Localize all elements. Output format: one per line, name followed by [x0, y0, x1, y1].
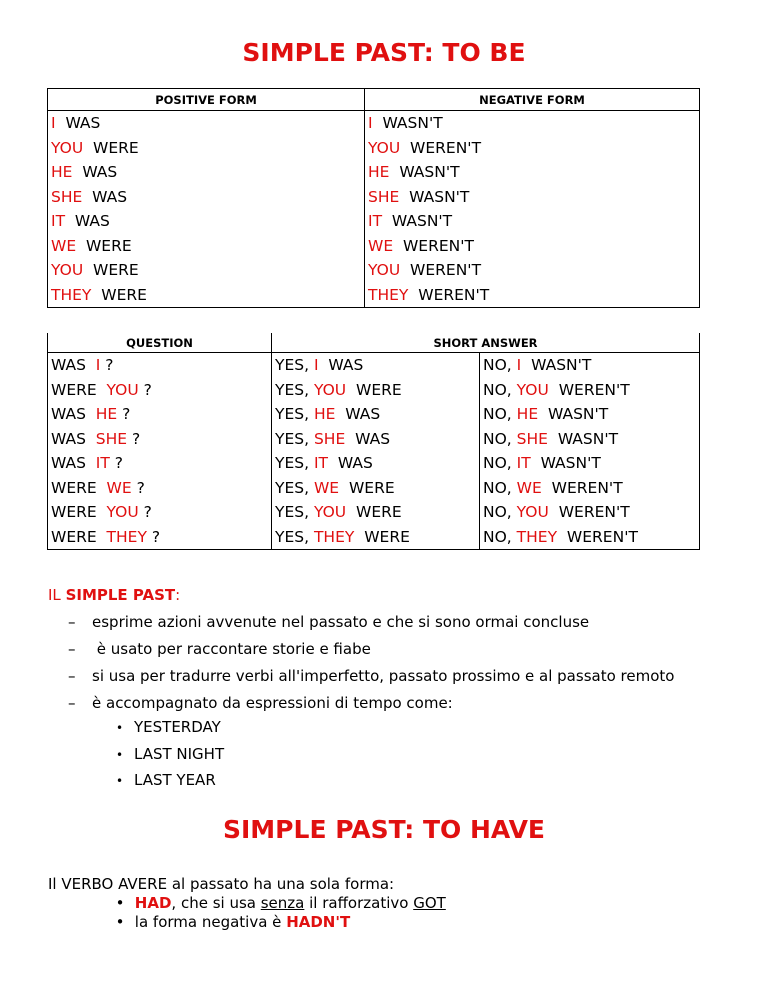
yes-answer-cell	[272, 476, 480, 501]
verb: WASN'T	[382, 114, 443, 133]
verb: WEREN'T	[410, 261, 482, 280]
verb: WERE	[51, 380, 97, 399]
verb: WAS	[51, 454, 86, 473]
time-expression-text: YESTERDAY	[134, 718, 221, 736]
verb: WAS	[345, 405, 381, 424]
positive-cell	[48, 185, 365, 210]
pronoun: HE	[95, 405, 118, 424]
table-row	[48, 111, 700, 136]
yes-answer-cell	[272, 402, 480, 427]
no-word: NO,	[483, 356, 512, 375]
list-item	[68, 613, 589, 631]
question-cell	[48, 353, 272, 378]
positive-cell	[48, 283, 365, 308]
negative-cell	[365, 234, 700, 259]
positive-cell	[48, 209, 365, 234]
pronoun: I	[313, 356, 319, 375]
verb: WAS	[51, 356, 86, 375]
verb: WERE	[356, 503, 402, 522]
pronoun: SHE	[313, 429, 346, 448]
pronoun: WE	[313, 478, 340, 497]
yes-answer-cell	[272, 451, 480, 476]
pronoun: SHE	[368, 187, 400, 206]
verb: WERE	[364, 527, 410, 546]
header-short-answer: SHORT ANSWER	[272, 333, 700, 353]
question-mark: ?	[143, 380, 152, 399]
negative-cell	[365, 136, 700, 161]
verb: WAS	[51, 405, 86, 424]
have-bullet-1	[110, 894, 446, 912]
verb: WAS	[74, 212, 110, 231]
positive-cell	[48, 160, 365, 185]
verb: WAS	[328, 356, 364, 375]
question-cell	[48, 476, 272, 501]
pronoun: HE	[368, 163, 390, 182]
verb: WERE	[93, 261, 139, 280]
yes-word: YES,	[275, 429, 310, 448]
verb: WAS	[51, 429, 86, 448]
verb: WEREN'T	[558, 503, 630, 522]
table-row	[48, 234, 700, 259]
list-item-text: è usato per raccontare storie e fiabe	[92, 640, 371, 658]
notes-heading-colon: :	[175, 586, 181, 604]
dash-marker: –	[68, 694, 76, 712]
verb: WERE	[93, 138, 139, 157]
pronoun: WE	[368, 236, 394, 255]
negative-cell	[365, 209, 700, 234]
question-mark: ?	[114, 454, 123, 473]
verb: WEREN'T	[551, 478, 623, 497]
verb: WERE	[356, 380, 402, 399]
list-item	[68, 667, 674, 685]
verb: WASN'T	[409, 187, 470, 206]
pronoun: WE	[516, 478, 542, 497]
verb: WASN'T	[547, 405, 609, 424]
bullet-marker: •	[116, 774, 124, 788]
yes-word: YES,	[275, 527, 310, 546]
table-row	[48, 136, 700, 161]
verb: WAS	[92, 187, 128, 206]
yes-word: YES,	[275, 405, 310, 424]
had-bold: HAD	[134, 894, 172, 912]
table-row	[48, 160, 700, 185]
verb: WAS	[337, 454, 373, 473]
verb: WASN'T	[540, 454, 601, 473]
no-answer-cell	[480, 476, 700, 501]
bullet-marker: •	[115, 894, 125, 912]
no-word: NO,	[483, 503, 512, 522]
pronoun: I	[51, 114, 56, 133]
yes-answer-cell	[272, 427, 480, 452]
hadnt-bold: HADN'T	[286, 913, 351, 931]
pronoun: YOU	[51, 261, 84, 280]
table-row	[48, 451, 700, 476]
question-cell	[48, 500, 272, 525]
pronoun: IT	[368, 212, 383, 231]
title-to-have: SIMPLE PAST: TO HAVE	[223, 815, 545, 844]
pronoun: HE	[313, 405, 336, 424]
time-expression-item	[116, 771, 216, 789]
pronoun: WE	[106, 478, 132, 497]
pronoun: THEY	[313, 527, 355, 546]
question-mark: ?	[151, 527, 161, 546]
question-mark: ?	[136, 478, 145, 497]
pronoun: I	[516, 356, 522, 375]
notes-heading-il: IL	[48, 586, 61, 604]
pronoun: YOU	[368, 261, 401, 280]
header-question: QUESTION	[48, 333, 272, 353]
pronoun: YOU	[106, 380, 139, 399]
verb: WERE	[51, 503, 97, 522]
bullet-marker: •	[116, 721, 124, 735]
table-header-row	[48, 333, 700, 353]
question-cell	[48, 402, 272, 427]
table-row	[48, 500, 700, 525]
positive-cell	[48, 258, 365, 283]
dash-marker: –	[68, 667, 76, 685]
no-word: NO,	[483, 405, 512, 424]
simple-past-notes	[48, 586, 748, 789]
header-positive-form: POSITIVE FORM	[48, 89, 365, 111]
pronoun: WE	[51, 236, 77, 255]
pronoun: YOU	[516, 503, 549, 522]
yes-answer-cell	[272, 525, 480, 550]
table-row	[48, 258, 700, 283]
question-cell	[48, 378, 272, 403]
negative-cell	[365, 283, 700, 308]
positive-cell	[48, 234, 365, 259]
pronoun: THEY	[51, 285, 92, 304]
verb: WAS	[82, 163, 118, 182]
notes-heading-bold: SIMPLE PAST	[65, 586, 176, 604]
pronoun: SHE	[95, 429, 128, 448]
verb: WAS	[65, 114, 101, 133]
time-expression-text: LAST YEAR	[134, 771, 216, 789]
yes-answer-cell	[272, 500, 480, 525]
dash-marker: –	[68, 613, 76, 631]
yes-word: YES,	[275, 380, 310, 399]
pronoun: YOU	[51, 138, 84, 157]
table-row	[48, 209, 700, 234]
negative-cell	[365, 111, 700, 136]
table-row	[48, 476, 700, 501]
no-word: NO,	[483, 454, 512, 473]
pronoun: IT	[516, 454, 531, 473]
question-cell	[48, 525, 272, 550]
pronoun: YOU	[313, 380, 347, 399]
no-answer-cell	[480, 525, 700, 550]
pronoun: THEY	[516, 527, 558, 546]
verb: WASN'T	[531, 356, 592, 375]
table-row	[48, 283, 700, 308]
no-answer-cell	[480, 500, 700, 525]
negative-cell	[365, 185, 700, 210]
verb: WASN'T	[399, 163, 460, 182]
yes-word: YES,	[275, 454, 310, 473]
pronoun: YOU	[106, 503, 139, 522]
no-answer-cell	[480, 451, 700, 476]
pronoun: I	[95, 356, 101, 375]
table-row	[48, 402, 700, 427]
pronoun: THEY	[106, 527, 147, 546]
no-word: NO,	[483, 478, 512, 497]
verb: WEREN'T	[418, 285, 490, 304]
time-expression-text: LAST NIGHT	[134, 745, 225, 763]
no-word: NO,	[483, 527, 512, 546]
negative-cell	[365, 258, 700, 283]
pronoun: SHE	[51, 187, 83, 206]
question-short-answer-table	[47, 333, 700, 550]
verb: WASN'T	[557, 429, 619, 448]
pronoun: THEY	[368, 285, 409, 304]
verb: WEREN'T	[566, 527, 638, 546]
have-text: il rafforzativo	[304, 894, 414, 912]
have-intro: Il VERBO AVERE al passato ha una sola forma:	[48, 875, 395, 893]
no-answer-cell	[480, 378, 700, 403]
bullet-marker: •	[116, 748, 124, 762]
no-answer-cell	[480, 353, 700, 378]
senza-underlined: senza	[260, 894, 305, 912]
table-row	[48, 427, 700, 452]
list-item-text: è accompagnato da espressioni di tempo come:	[92, 694, 453, 712]
positive-cell	[48, 111, 365, 136]
verb: WERE	[348, 478, 395, 497]
pronoun: IT	[95, 454, 110, 473]
question-mark: ?	[143, 503, 152, 522]
pronoun: I	[368, 114, 373, 133]
pronoun: SHE	[516, 429, 548, 448]
verb: WAS	[355, 429, 391, 448]
pronoun: YOU	[313, 503, 347, 522]
table-row	[48, 378, 700, 403]
positive-negative-table	[47, 88, 700, 308]
pronoun: YOU	[368, 138, 401, 157]
no-answer-cell	[480, 427, 700, 452]
table-header-row	[48, 89, 700, 111]
no-word: NO,	[483, 380, 512, 399]
got-underlined: GOT	[413, 894, 446, 912]
verb: WERE	[51, 478, 97, 497]
have-text: la forma negativa è	[134, 913, 287, 931]
question-mark: ?	[105, 356, 114, 375]
have-text: , che si usa	[171, 894, 261, 912]
yes-answer-cell	[272, 353, 480, 378]
negative-cell	[365, 160, 700, 185]
table-row	[48, 353, 700, 378]
have-bullet-2	[110, 913, 350, 931]
yes-word: YES,	[275, 503, 310, 522]
question-mark: ?	[132, 429, 141, 448]
header-negative-form: NEGATIVE FORM	[365, 89, 700, 111]
list-item	[68, 640, 371, 658]
verb: WASN'T	[391, 212, 453, 231]
time-expression-item	[116, 745, 224, 763]
question-cell	[48, 427, 272, 452]
pronoun: HE	[51, 163, 73, 182]
positive-cell	[48, 136, 365, 161]
verb: WERE	[101, 285, 147, 304]
list-item-text: esprime azioni avvenute nel passato e che si sono ormai concluse	[92, 613, 590, 631]
title-to-be: SIMPLE PAST: TO BE	[242, 38, 526, 67]
notes-heading	[48, 586, 180, 604]
bullet-marker: •	[115, 913, 125, 931]
table-row	[48, 185, 700, 210]
list-item-text: si usa per tradurre verbi all'imperfetto, passato prossimo e al passato remoto	[92, 667, 675, 685]
question-cell	[48, 451, 272, 476]
yes-word: YES,	[275, 356, 310, 375]
yes-answer-cell	[272, 378, 480, 403]
verb: WEREN'T	[558, 380, 630, 399]
pronoun: IT	[313, 454, 329, 473]
verb: WERE	[85, 236, 132, 255]
time-expression-item	[116, 718, 221, 736]
verb: WEREN'T	[402, 236, 474, 255]
dash-marker: –	[68, 640, 76, 658]
verb: WERE	[51, 527, 97, 546]
pronoun: YOU	[516, 380, 549, 399]
table-row	[48, 525, 700, 550]
no-answer-cell	[480, 402, 700, 427]
verb: WEREN'T	[410, 138, 482, 157]
question-mark: ?	[122, 405, 131, 424]
pronoun: IT	[51, 212, 66, 231]
yes-word: YES,	[275, 478, 310, 497]
no-word: NO,	[483, 429, 512, 448]
pronoun: HE	[516, 405, 539, 424]
list-item	[68, 694, 453, 712]
